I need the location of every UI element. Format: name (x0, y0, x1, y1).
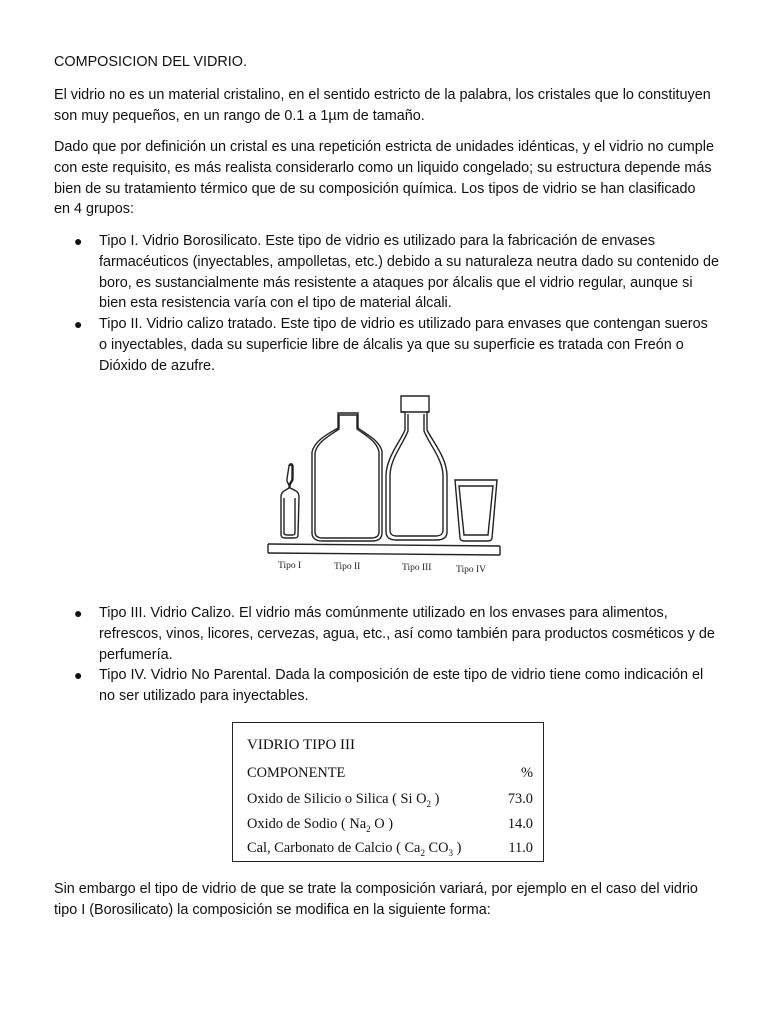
figure-label-tipo-iv: Tipo IV (456, 565, 487, 575)
component-name: Oxido de Silicio o Silica ( Si $O_2$ ) (247, 791, 440, 809)
glass-containers-figure (262, 388, 508, 580)
closing-paragraph: Sin embargo el tipo de vidrio de que se trate la composición variará, por ejemplo en el caso del vidrio tipo I (Borosilicato) la composición se modifica en la siguiente forma: (54, 881, 698, 918)
figure-label-tipo-i: Tipo I (278, 561, 302, 571)
figure-label-tipo-ii: Tipo II (334, 562, 361, 572)
bullet-icon: ● (74, 667, 83, 684)
table-row (247, 840, 533, 860)
component-percent: 14.0 (507, 816, 533, 832)
header-percent: % (521, 765, 533, 781)
component-name: Oxido de Sodio ( $Na_2$ O ) (247, 816, 393, 834)
component-name: Cal, Carbonato de Calcio ( $Ca_2$ $CO_3$ ) (247, 840, 462, 858)
drinking-glass-drawing (455, 480, 497, 541)
ampoule-drawing (281, 464, 299, 538)
table-row (247, 791, 533, 811)
document-title: COMPOSICION DEL VIDRIO. (54, 54, 247, 70)
table-title-row (247, 737, 533, 757)
figure-label-tipo-iii: Tipo III (402, 563, 432, 573)
table-header-row (247, 765, 533, 785)
list-item-tipo-ii (0, 314, 719, 376)
bottle-iii-drawing (386, 396, 447, 540)
list-item-text: Tipo IV. Vidrio No Parental. Dada la composición de este tipo de vidrio tiene como indicación el no ser utilizado para inyectables. (99, 667, 704, 705)
shelf-drawing (268, 544, 500, 555)
list-item-text: Tipo II. Vidrio calizo tratado. Este tipo de vidrio es utilizado para envases que contengan sueros o inyectables, dada su superficie libre de álcalis ya que su superficie es tratada con Freón o Dióxido de azufre. (99, 316, 708, 374)
component-percent: 73.0 (507, 791, 533, 807)
list-item-text: Tipo I. Vidrio Borosilicato. Este tipo de vidrio es utilizado para la fabricación de envases farmacéuticos (inyectables, ampolletas, etc.) debido a su naturaleza neutra dado su contenido de boro, es sustancialmente más resistente a ataques por álcalis que el vidrio regular, aunque si bien esta resistencia varía con el tipo de material álcali. (99, 233, 719, 312)
glass-types-list-bottom (0, 603, 768, 707)
list-item-tipo-iii (0, 603, 719, 665)
bullet-icon: ● (74, 233, 83, 249)
bottle-ii-drawing (312, 413, 382, 541)
composition-table (232, 722, 544, 862)
bullet-icon: ● (74, 316, 83, 333)
glass-types-list-top (0, 231, 768, 377)
component-percent: 11.0 (508, 840, 533, 856)
table-title: VIDRIO TIPO III (247, 737, 356, 753)
list-item-text: Tipo III. Vidrio Calizo. El vidrio más comúnmente utilizado en los envases para alimentos, refrescos, vinos, licores, cervezas, agua, etc., así como también para productos cosméticos y de perfumería. (99, 605, 715, 663)
header-component: COMPONENTE (247, 765, 346, 781)
table-row (247, 816, 533, 836)
intro-paragraph: El vidrio no es un material cristalino, en el sentido estricto de la palabra, los cristales que lo constituyen son muy pequeños, en un rango de 0.1 a 1µm de tamaño. (54, 87, 711, 124)
bullet-icon: ● (74, 605, 83, 621)
definition-paragraph: Dado que por definición un cristal es una repetición estricta de unidades idénticas, y el vidrio no cumple con este requisito, es más realista considerarlo como un liquido congelado; su estructura depende más bien de su tratamiento térmico que de su composición química. Los tipos de vidrio se han clasificado en 4 grupos: (54, 139, 714, 218)
list-item-tipo-iv (0, 665, 719, 707)
list-item-tipo-i (0, 231, 719, 314)
